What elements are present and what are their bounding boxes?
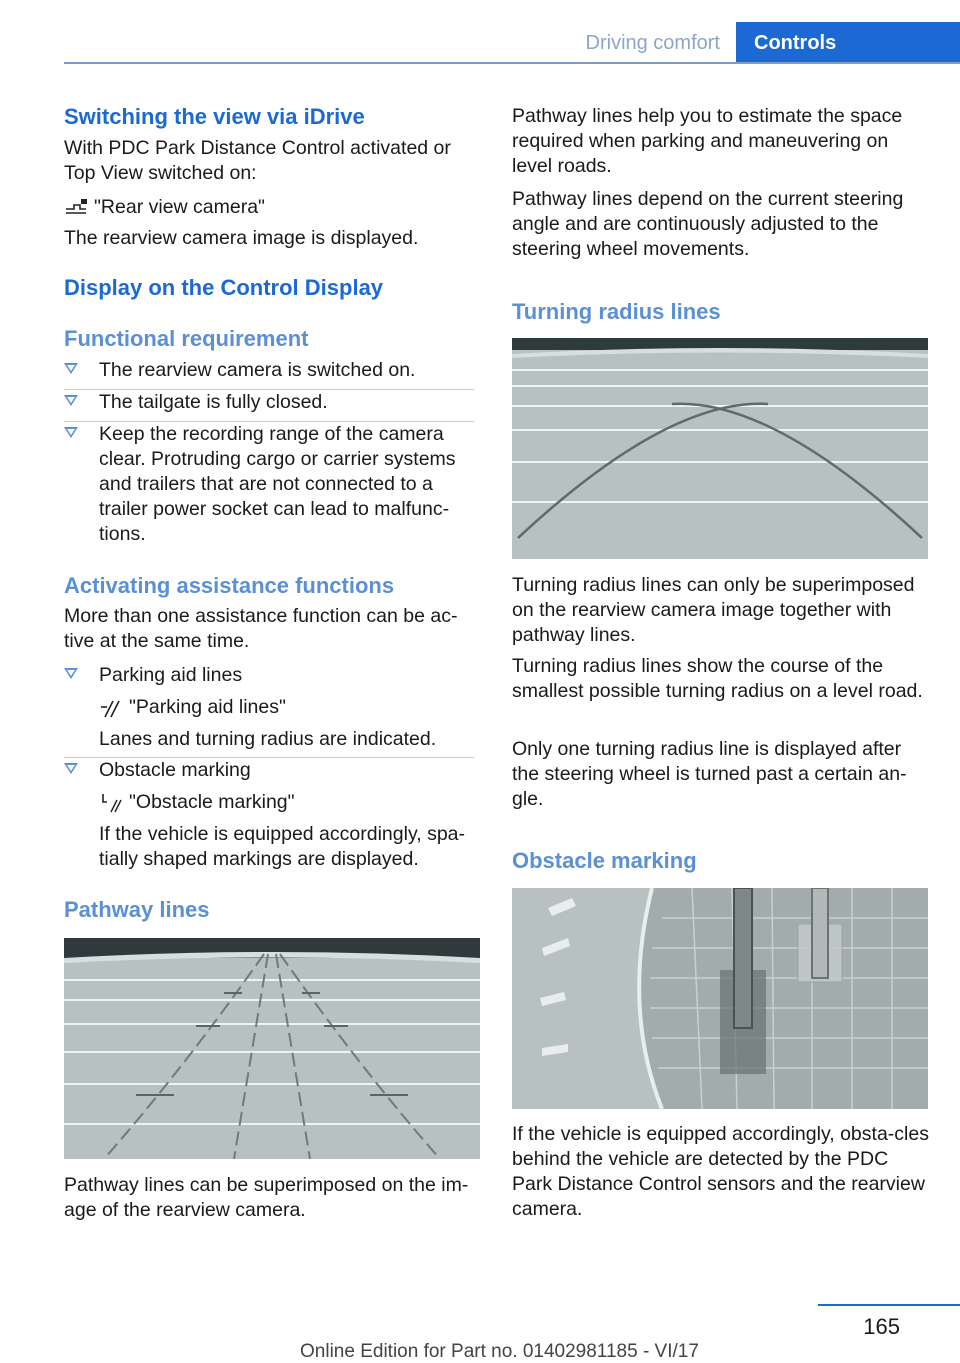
- list-item: The rearview camera is switched on.: [64, 358, 474, 383]
- menu-parking-aid-lines[interactable]: "Parking aid lines": [99, 695, 474, 720]
- rear-camera-icon: [64, 197, 90, 219]
- obstacle-marking-icon: [99, 792, 125, 814]
- pathway-caption: Pathway lines can be superimposed on the im-age of the rearview camera.: [64, 1174, 469, 1221]
- turning-text-2: Turning radius lines show the course of the smallest possible turning radius on a level road.: [512, 655, 923, 702]
- list-item-parking-aid: [64, 663, 474, 752]
- menu-obstacle-marking[interactable]: "Obstacle marking": [99, 790, 474, 815]
- heading-functional-requirement: Functional requirement: [64, 326, 309, 351]
- obstacle-desc: If the vehicle is equipped accordingly, spa-tially shaped markings are displayed.: [99, 823, 466, 870]
- parking-aid-desc: Lanes and turning radius are indicated.: [99, 728, 437, 750]
- list-item: Keep the recording range of the camera clear. Protruding cargo or carrier systems and trailers that are not connected to a trailer power socket can lead to malfunc-tions.: [64, 422, 474, 547]
- list-item-obstacle: [64, 758, 474, 872]
- header-rule: [64, 62, 960, 64]
- assistance-text: More than one assistance function can be ac-tive at the same time.: [64, 605, 458, 652]
- turning-text-3: Only one turning radius line is displayed after the steering wheel is turned past a certain an-gle.: [512, 738, 907, 810]
- heading-assistance-functions: Activating assistance functions: [64, 573, 395, 598]
- footer-edition: Online Edition for Part no. 01402981185 - VI/17: [300, 1341, 699, 1362]
- list-item: The tailgate is fully closed.: [64, 390, 474, 415]
- bullet-triangle-icon: [64, 427, 78, 438]
- rear-view-result: The rearview camera image is displayed.: [64, 227, 419, 249]
- menu-rear-view-camera[interactable]: [64, 195, 474, 220]
- header-section: Driving comfort: [585, 32, 720, 54]
- heading-pathway-lines: Pathway lines: [64, 897, 210, 922]
- bullet-triangle-icon: [64, 668, 78, 679]
- switch-view-text: With PDC Park Distance Control activated or Top View switched on:: [64, 137, 451, 184]
- footer-rule: [818, 1304, 960, 1306]
- bullet-triangle-icon: [64, 395, 78, 406]
- obstacle-text: If the vehicle is equipped accordingly, obsta-cles behind the vehicle are detected by the PDC Park Distance Control sensors and the rearview camera.: [512, 1123, 929, 1220]
- obstacle-title: Obstacle marking: [99, 759, 251, 781]
- turning-radius-image: [512, 338, 928, 559]
- heading-switch-view: Switching the view via iDrive: [64, 104, 365, 129]
- parking-lines-icon: [99, 697, 125, 719]
- turning-text-1: Turning radius lines can only be superimposed on the rearview camera image together with pathway lines.: [512, 574, 915, 646]
- bullet-triangle-icon: [64, 763, 78, 774]
- bullet-triangle-icon: [64, 363, 78, 374]
- pathway-lines-image: [64, 938, 480, 1159]
- heading-display: Display on the Control Display: [64, 275, 384, 300]
- header-chapter-tab: Controls: [736, 22, 960, 62]
- page-number: 165: [863, 1314, 900, 1339]
- obstacle-marking-image: [512, 888, 928, 1109]
- pathway-text-1: Pathway lines help you to estimate the space required when parking and maneuvering on level roads.: [512, 105, 903, 177]
- parking-aid-title: Parking aid lines: [99, 664, 243, 686]
- heading-obstacle-marking: Obstacle marking: [512, 848, 697, 873]
- menu-rear-label: "Rear view camera": [94, 196, 265, 218]
- pathway-text-2: Pathway lines depend on the current steering angle and are continuously adjusted to the steering wheel movements.: [512, 188, 904, 260]
- heading-turning-radius: Turning radius lines: [512, 299, 721, 324]
